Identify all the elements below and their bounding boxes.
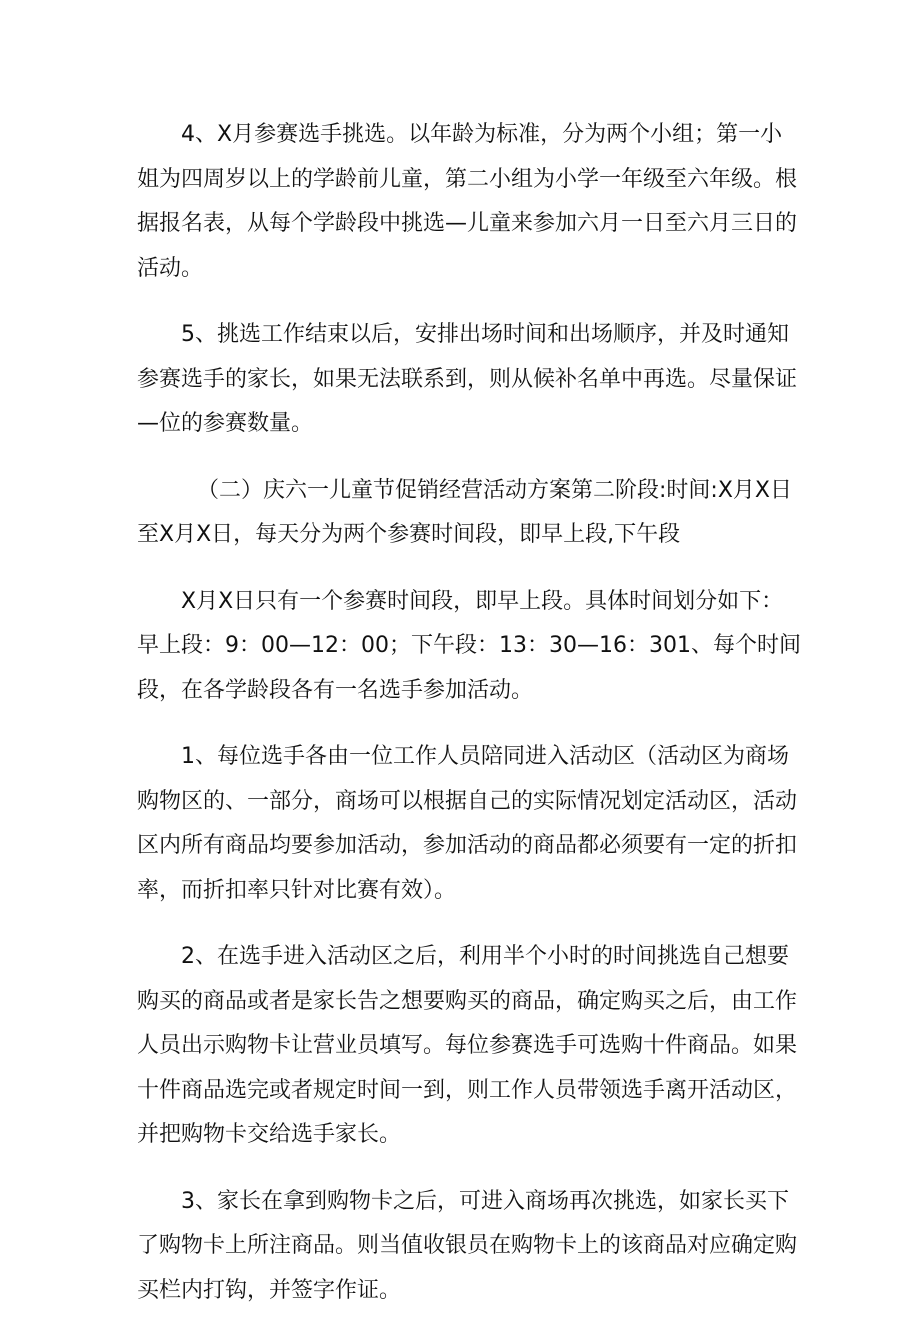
section-heading-phase-two bbox=[137, 469, 792, 558]
text-line: 5、挑选工作结束以后，安排出场时间和出场顺序，并及时通知 bbox=[181, 322, 789, 347]
text-line: 2、在选手进入活动区之后，利用半个小时的时间挑选自己想要 bbox=[181, 944, 789, 969]
text-line: 十件商品选完或者规定时间一到，则工作人员带领选手离开活动区， bbox=[137, 1077, 798, 1103]
text-line: 4、X月参赛选手挑选。以年龄为标准，分为两个小组；第一小 bbox=[181, 122, 783, 147]
document-body bbox=[137, 113, 801, 1335]
text-line: 人员出示购物卡让营业员填写。每位参赛选手可选购十件商品。如果 bbox=[137, 1033, 798, 1058]
paragraph-item-3-parent bbox=[137, 1180, 798, 1314]
text-line: 购物区的、一部分，商场可以根据自己的实际情况划定活动区，活动 bbox=[137, 788, 798, 814]
text-line: 段，在各学龄段各有一名选手参加活动。 bbox=[137, 677, 534, 703]
text-line: 据报名表，从每个学龄段中挑选—儿童来参加六月一日至六月三日的 bbox=[137, 211, 798, 236]
paragraph-time-division bbox=[137, 580, 801, 714]
text-line: 购买的商品或者是家长告之想要购买的商品，确定购买之后，由工作 bbox=[137, 988, 798, 1014]
text-line: 参赛选手的家长，如果无法联系到，则从候补名单中再选。尽量保证 bbox=[137, 366, 798, 392]
text-line: 至X月X日，每天分为两个参赛时间段，即早上段,下午段 bbox=[137, 522, 681, 547]
text-line: —位的参赛数量。 bbox=[137, 411, 314, 436]
text-line: 率，而折扣率只针对比赛有效）。 bbox=[137, 877, 457, 903]
text-line: 姐为四周岁以上的学龄前儿童，第二小组为小学一年级至六年级。根 bbox=[137, 166, 798, 192]
paragraph-item-2-shopping bbox=[137, 935, 798, 1158]
paragraph-item-4-selection bbox=[137, 113, 798, 291]
paragraph-item-5-schedule bbox=[137, 313, 798, 447]
text-line: 区内所有商品均要参加活动，参加活动的商品都必须要有一定的折扣 bbox=[137, 833, 798, 858]
text-line: 1、每位选手各由一位工作人员陪同进入活动区（活动区为商场 bbox=[181, 744, 789, 769]
paragraph-item-1-escort bbox=[137, 735, 798, 913]
text-line: 买栏内打钩，并签字作证。 bbox=[137, 1277, 402, 1303]
text-line: （二）庆六一儿童节促销经营活动方案第二阶段:时间:X月X日 bbox=[197, 477, 792, 503]
text-line: 了购物卡上所注商品。则当值收银员在购物卡上的该商品对应确定购 bbox=[137, 1233, 798, 1258]
text-line: 并把购物卡交给选手家长。 bbox=[137, 1122, 402, 1147]
text-line: X月X日只有一个参赛时间段，即早上段。具体时间划分如下： bbox=[181, 588, 784, 614]
text-line: 3、家长在拿到购物卡之后，可进入商场再次挑选，如家长买下 bbox=[181, 1188, 789, 1214]
text-line: 活动。 bbox=[137, 255, 204, 281]
text-line: 早上段：9：00—12：00；下午段：13：30—16：301、每个时间 bbox=[137, 633, 801, 658]
